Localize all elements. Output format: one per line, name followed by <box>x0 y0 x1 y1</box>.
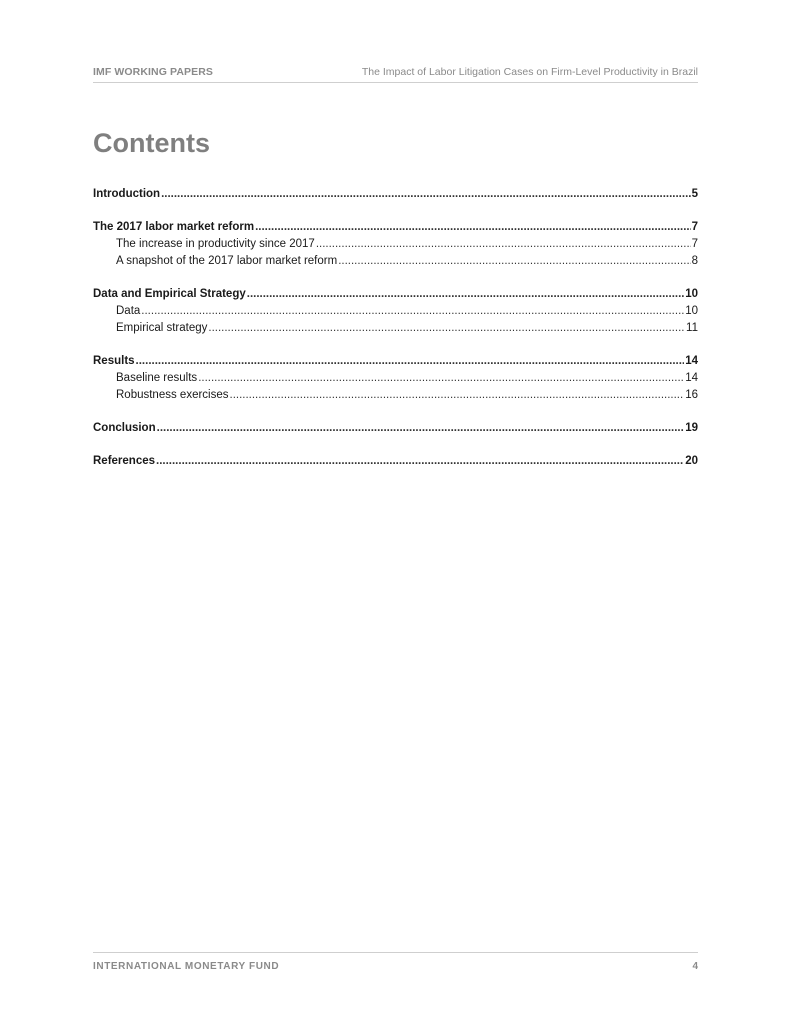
toc-dot-leader <box>141 303 684 320</box>
toc-entry-title: A snapshot of the 2017 labor market reform <box>116 255 338 267</box>
toc-dot-leader <box>198 370 684 387</box>
table-of-contents <box>93 186 698 470</box>
toc-section-entry[interactable] <box>93 453 698 470</box>
toc-section-entry[interactable] <box>93 286 698 303</box>
toc-dot-leader <box>208 320 685 337</box>
toc-section-gap <box>93 337 698 353</box>
header-paper-title: The Impact of Labor Litigation Cases on Firm-Level Productivity in Brazil <box>361 66 698 78</box>
toc-entry-page: 5 <box>691 188 698 200</box>
toc-dot-leader <box>136 353 685 370</box>
toc-dot-leader <box>230 387 685 404</box>
toc-dot-leader <box>247 286 684 303</box>
toc-entry-title: Empirical strategy <box>116 322 208 334</box>
toc-entry-title: Baseline results <box>116 372 198 384</box>
toc-section-entry[interactable] <box>93 420 698 437</box>
toc-subsection-entry[interactable] <box>93 303 698 320</box>
toc-dot-leader <box>316 236 691 253</box>
toc-entry-page: 10 <box>685 288 698 300</box>
toc-entry-title: The increase in productivity since 2017 <box>116 238 315 250</box>
page-footer <box>93 952 698 977</box>
toc-subsection-entry[interactable] <box>93 320 698 337</box>
toc-section-gap <box>93 270 698 286</box>
toc-section-gap <box>93 404 698 420</box>
toc-subsection-entry[interactable] <box>93 370 698 387</box>
toc-entry-page: 11 <box>686 322 698 334</box>
toc-entry-title: References <box>93 455 156 467</box>
toc-entry-title: Robustness exercises <box>116 389 229 401</box>
toc-section-gap <box>93 203 698 219</box>
toc-entry-page: 14 <box>685 372 698 384</box>
toc-entry-title: The 2017 labor market reform <box>93 221 255 233</box>
toc-entry-page: 16 <box>685 389 698 401</box>
footer-page-number: 4 <box>692 961 698 972</box>
toc-entry-title: Data <box>116 305 141 317</box>
toc-entry-title: Data and Empirical Strategy <box>93 288 246 300</box>
toc-section-entry[interactable] <box>93 219 698 236</box>
toc-entry-page: 14 <box>685 355 698 367</box>
toc-entry-page: 20 <box>685 455 698 467</box>
page-header <box>93 64 698 83</box>
toc-entry-title: Conclusion <box>93 422 156 434</box>
toc-dot-leader <box>338 253 690 270</box>
toc-section-entry[interactable] <box>93 186 698 203</box>
page-title: Contents <box>93 128 210 158</box>
toc-dot-leader <box>157 420 685 437</box>
header-series-title: IMF WORKING PAPERS <box>93 66 214 78</box>
footer-organization: INTERNATIONAL MONETARY FUND <box>93 961 280 972</box>
toc-entry-page: 7 <box>691 221 698 233</box>
toc-entry-page: 19 <box>685 422 698 434</box>
toc-section-entry[interactable] <box>93 353 698 370</box>
toc-entry-page: 8 <box>691 255 698 267</box>
toc-dot-leader <box>156 453 684 470</box>
toc-subsection-entry[interactable] <box>93 236 698 253</box>
toc-entry-title: Introduction <box>93 188 161 200</box>
toc-subsection-entry[interactable] <box>93 387 698 404</box>
toc-section-gap <box>93 437 698 453</box>
toc-entry-page: 10 <box>685 305 698 317</box>
toc-dot-leader <box>161 186 691 203</box>
toc-subsection-entry[interactable] <box>93 253 698 270</box>
toc-entry-title: Results <box>93 355 135 367</box>
toc-dot-leader <box>255 219 691 236</box>
toc-entry-page: 7 <box>691 238 698 250</box>
